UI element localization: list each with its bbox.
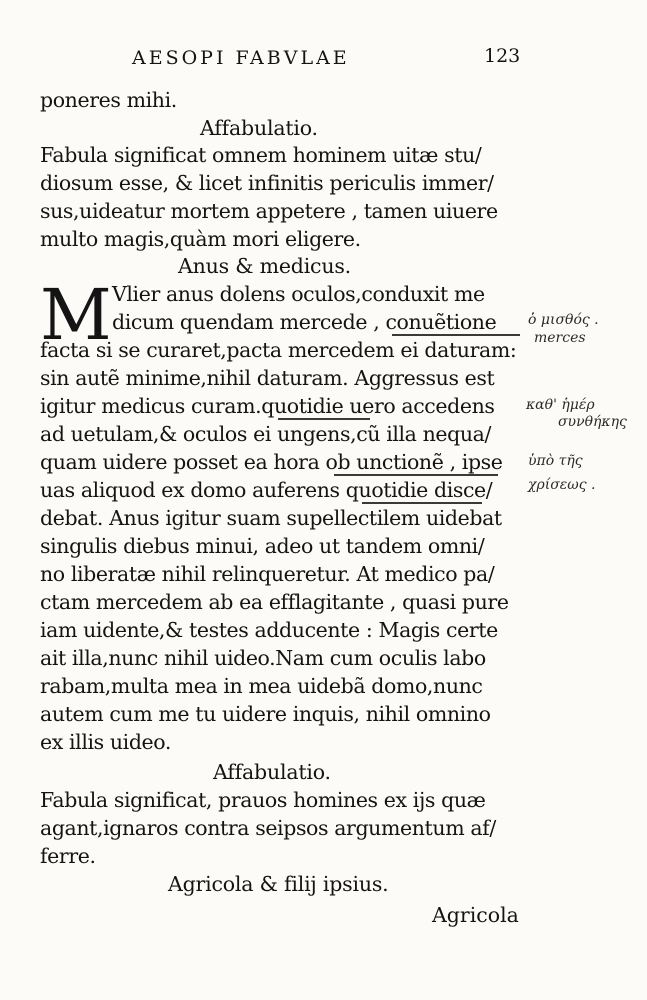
heading-agricola-filii: Agricola & filij ipsius.: [168, 872, 389, 896]
text-line-1: poneres mihi.: [40, 88, 177, 112]
text-line-13: uas aliquod ex domo auferens quotidie disce/: [40, 478, 493, 502]
text-line-22: ex illis uideo.: [40, 730, 171, 754]
margin-note-5: ὑπὸ τῆς: [528, 453, 583, 469]
underline-conuetione: [392, 334, 520, 336]
text-line-11: ad uetulam,& oculos ei ungens,cũ illa nequa/: [40, 422, 491, 446]
margin-note-6: χρίσεως .: [528, 477, 596, 493]
page-number: 123: [484, 45, 521, 67]
text-line-20: rabam,multa mea in mea uidebã domo,nunc: [40, 674, 483, 698]
heading-anus-medicus: Anus & medicus.: [178, 254, 351, 278]
text-line-23: Fabula significat, prauos homines ex ijs quæ: [40, 788, 486, 812]
margin-note-4: συνθήκης: [558, 414, 627, 430]
text-line-14: debat. Anus igitur suam supellectilem uidebat: [40, 506, 502, 530]
underline-ob-unctione: [334, 474, 498, 476]
text-line-2: Fabula significat omnem hominem uitæ stu/: [40, 143, 482, 167]
text-line-9: sin autẽ minime,nihil daturam. Aggressus est: [40, 366, 495, 390]
text-line-5: multo magis,quàm mori eligere.: [40, 227, 361, 251]
underline-quotidie-1: [278, 418, 370, 420]
margin-note-2: merces: [534, 330, 586, 346]
text-line-21: autem cum me tu uidere inquis, nihil omnino: [40, 702, 491, 726]
text-line-4: sus,uideatur mortem appetere , tamen uiuere: [40, 199, 498, 223]
text-line-3: diosum esse, & licet infinitis periculis immer/: [40, 171, 494, 195]
text-line-16: no liberatæ nihil relinqueretur. At medico pa/: [40, 562, 495, 586]
margin-note-1: ὁ μισθός .: [528, 312, 599, 328]
text-line-15: singulis diebus minui, adeo ut tandem omni/: [40, 534, 485, 558]
text-line-17: ctam mercedem ab ea efflagitante , quasi pure: [40, 590, 509, 614]
catchword: Agricola: [432, 903, 519, 927]
heading-affabulatio-2: Affabulatio.: [213, 760, 331, 784]
text-line-25: ferre.: [40, 844, 96, 868]
text-line-8: facta si se curaret,pacta mercedem ei daturam:: [40, 338, 517, 362]
text-line-6: Vlier anus dolens oculos,conduxit me: [112, 282, 485, 306]
heading-affabulatio-1: Affabulatio.: [200, 116, 318, 140]
text-line-24: agant,ignaros contra seipsos argumentum af/: [40, 816, 496, 840]
text-line-7: dicum quendam mercede , conuẽtione: [112, 310, 497, 334]
drop-capital: M: [40, 274, 109, 356]
margin-note-3: καθ' ἡμέρ: [526, 397, 595, 413]
text-line-12: quam uidere posset ea hora ob unctionẽ , ipse: [40, 450, 503, 474]
running-title: AESOPI FABVLAE: [132, 47, 350, 69]
text-line-18: iam uidente,& testes adducente : Magis certe: [40, 618, 498, 642]
underline-quotidie-2: [362, 502, 482, 504]
text-line-19: ait illa,nunc nihil uideo.Nam cum oculis labo: [40, 646, 486, 670]
text-line-10: igitur medicus curam.quotidie uero accedens: [40, 394, 495, 418]
